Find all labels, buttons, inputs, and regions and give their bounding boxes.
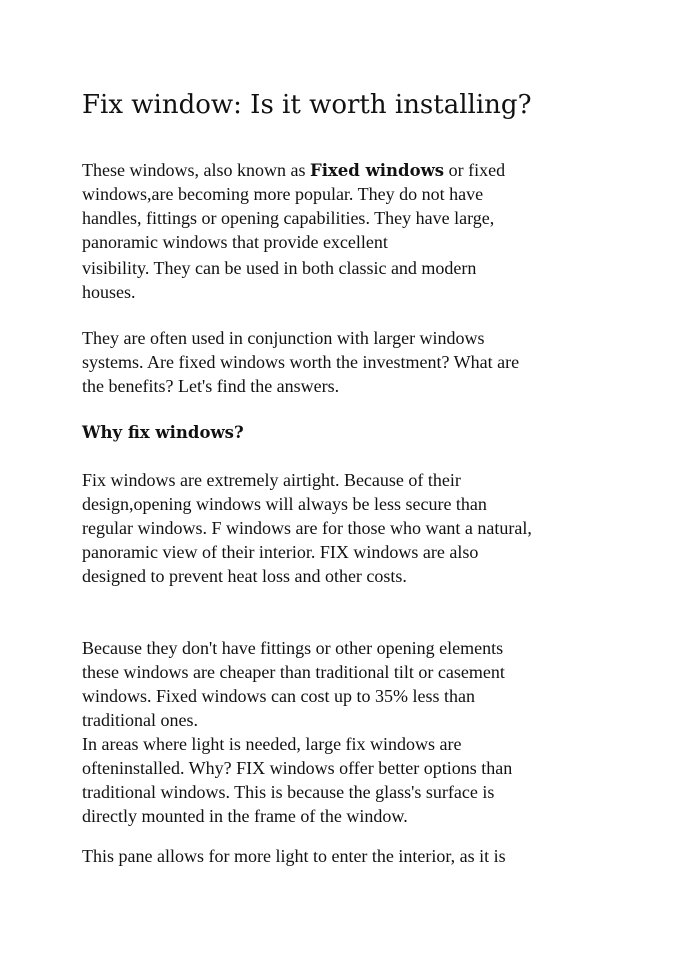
page-title: Fix window: Is it worth installing?: [82, 90, 532, 120]
section-heading: Why fix windows?: [82, 423, 244, 442]
para3-line-3: regular windows. F windows are for those who want a natural,: [82, 518, 532, 538]
para2-line-3: the benefits? Let's find the answers.: [82, 376, 340, 396]
para3-line-2: design,opening windows will always be less secure than: [82, 494, 487, 514]
para3-line-5: designed to prevent heat loss and other costs.: [82, 566, 407, 586]
fixed-windows-term: Fixed windows: [309, 161, 445, 180]
intro-line-4: panoramic windows that provide excellent: [82, 232, 388, 252]
para3-line-4: panoramic view of their interior. FIX windows are also: [82, 542, 479, 562]
para2-line-2: systems. Are fixed windows worth the investment? What are: [82, 352, 520, 372]
para4-line-7: traditional windows. This is because the glass's surface is: [82, 782, 495, 802]
intro-line-5: visibility. They can be used in both classic and modern: [82, 258, 477, 278]
para4-line-1: Because they don't have fittings or other opening elements: [82, 638, 504, 658]
para5-line-1: This pane allows for more light to enter the interior, as it is: [82, 846, 506, 866]
intro-line-1-end: or fixed: [444, 160, 506, 180]
intro-line-1-start: These windows, also known as: [82, 160, 310, 180]
para4-line-6: ofteninstalled. Why? FIX windows offer better options than: [82, 758, 513, 778]
para2-line-1: They are often used in conjunction with larger windows: [82, 328, 485, 348]
para3-line-1: Fix windows are extremely airtight. Because of their: [82, 470, 461, 490]
intro-line-1: [82, 158, 505, 183]
intro-line-6: houses.: [82, 282, 136, 302]
intro-line-2: windows,are becoming more popular. They do not have: [82, 184, 484, 204]
para4-line-8: directly mounted in the frame of the window.: [82, 806, 408, 826]
para4-line-2: these windows are cheaper than traditional tilt or casement: [82, 662, 505, 682]
intro-line-3: handles, fittings or opening capabilities. They have large,: [82, 208, 495, 228]
para4-line-4: traditional ones.: [82, 710, 198, 730]
para4-line-3: windows. Fixed windows can cost up to 35% less than: [82, 686, 475, 706]
para4-line-5: In areas where light is needed, large fix windows are: [82, 734, 462, 754]
